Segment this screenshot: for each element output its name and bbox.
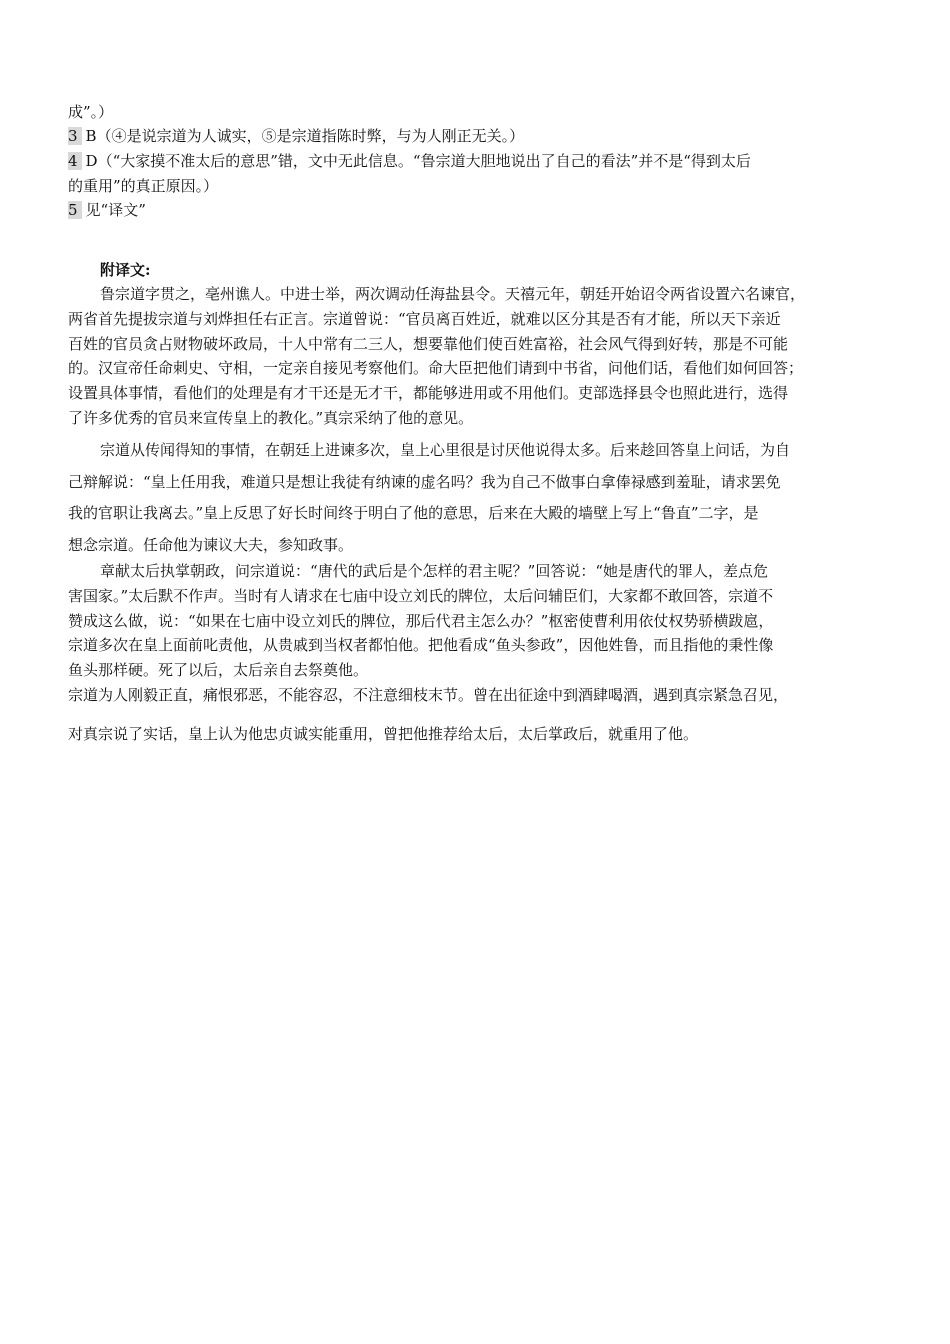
paragraph-2-line: 想念宗道。任命他为谏议大夫，参知政事。 — [68, 536, 354, 554]
paragraph-3-line: 赞成这么做，说：“如果在七庙中设立刘氏的牌位，那后代君主怎么办？”枢密使曹利用依仗权势骄横跋扈， — [68, 612, 774, 630]
paragraph-3-line: 章献太后执掌朝政，问宗道说：“唐代的武后是个怎样的君主呢？”回答说：“她是唐代的罪人，差点危 — [100, 562, 769, 580]
paragraph-1-line: 的。汉宣帝任命刺史、守相，一定亲自接见考察他们。命大臣把他们请到中书省，问他们话，看他们如何回答； — [68, 359, 804, 377]
paragraph-3-line: 害国家。”太后默不作声。当时有人请求在七庙中设立刘氏的牌位，太后问辅臣们，大家都不敢回答，宗道不 — [68, 587, 774, 605]
translation-heading: 附译文: — [100, 261, 151, 279]
answer-5-text: 见“译文” — [85, 201, 146, 219]
answer-3 — [68, 126, 524, 146]
paragraph-4-line: 宗道为人刚毅正直，痛恨邪恶，不能容忍，不注意细枝末节。曾在出征途中到酒肆喝酒，遇到真宗紧急召见， — [68, 686, 789, 704]
answer-5-number: 5 — [68, 201, 82, 219]
paragraph-1-line: 百姓的官员贪占财物破坏政局，十人中常有二三人，想要靠他们使百姓富裕，社会风气得到好转，那是不可能 — [68, 335, 789, 353]
answer-3-number: 3 — [68, 127, 82, 145]
paragraph-2-line: 我的官职让我离去。”皇上反思了好长时间终于明白了他的意思，后来在大殿的墙壁上写上“鲁直”二字，是 — [68, 504, 759, 522]
paragraph-1-line: 了许多优秀的官员来宣传皇上的教化。”真宗采纳了他的意见。 — [68, 409, 474, 427]
answer-4 — [68, 151, 751, 171]
paragraph-1-line: 设置具体事情，看他们的处理是有才干还是无才干，都能够进用或不用他们。吏部选择县令也照此进行，选得 — [68, 384, 789, 402]
answer-4-number: 4 — [68, 152, 82, 170]
answer-5 — [68, 200, 146, 220]
paragraph-2-line: 宗道从传闻得知的事情，在朝廷上进谏多次，皇上心里很是讨厌他说得太多。后来趁回答皇上问话，为自 — [100, 441, 791, 459]
paragraph-3-line: 宗道多次在皇上面前叱责他，从贵戚到当权者都怕他。把他看成“鱼头参政”，因他姓鲁，而且指他的秉性像 — [68, 636, 774, 654]
answer-4-text-line2: 的重用”的真正原因。） — [68, 177, 219, 195]
answer-continuation: 成”。） — [68, 103, 114, 121]
answer-3-text: B（④是说宗道为人诚实，⑤是宗道指陈时弊，与为人刚正无关。） — [85, 127, 525, 145]
paragraph-1-line: 鲁宗道字贯之，亳州谯人。中进士举，两次调动任海盐县令。天禧元年，朝廷开始诏令两省设置六名谏官， — [100, 285, 806, 303]
paragraph-2-line: 己辩解说：“皇上任用我，难道只是想让我徒有纳谏的虚名吗？我为自己不做事白拿俸禄感到羞耻，请求罢免 — [68, 473, 781, 491]
paragraph-1-line: 两省首先提拔宗道与刘烨担任右正言。宗道曾说：“官员离百姓近，就难以区分其是否有才能，所以天下亲近 — [68, 310, 781, 328]
answer-4-text-line1: D（“大家摸不准太后的意思”错，文中无此信息。“鲁宗道大胆地说出了自己的看法”并不是“得到太后 — [85, 152, 751, 170]
paragraph-4-line: 对真宗说了实话，皇上认为他忠贞诚实能重用，曾把他推荐给太后，太后掌政后，就重用了他。 — [68, 725, 699, 743]
paragraph-3-line: 鱼头那样硬。死了以后，太后亲自去祭奠他。 — [68, 661, 369, 679]
